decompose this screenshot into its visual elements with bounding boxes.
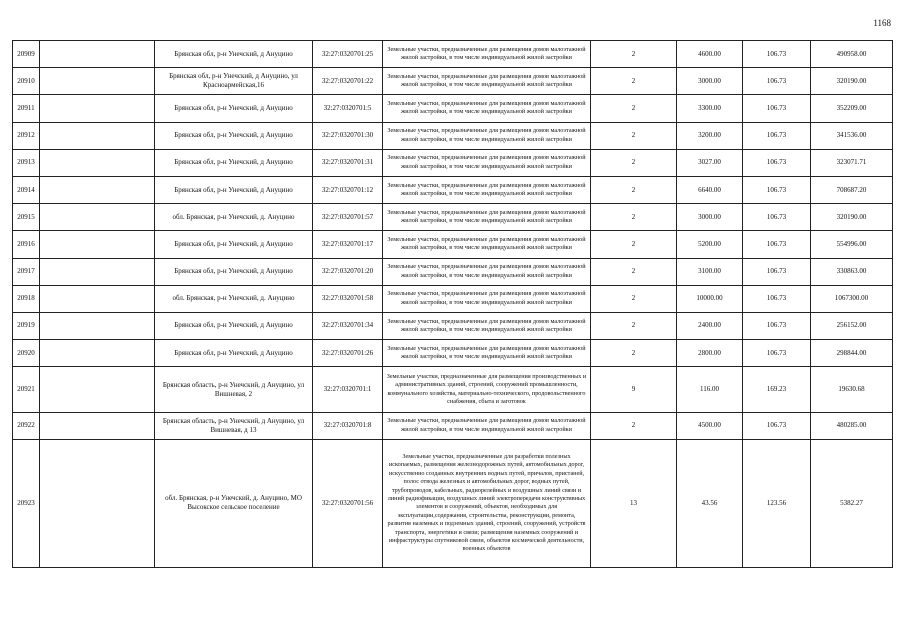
specific-value-cell: 106.73 xyxy=(743,95,811,122)
cadastral-value-cell: 323071.71 xyxy=(811,149,893,176)
cadastral-number-cell: 32:27:0320701:30 xyxy=(313,122,383,149)
specific-value-cell: 106.73 xyxy=(743,231,811,258)
group-cell: 2 xyxy=(591,149,677,176)
cadastral-value-cell: 320190.00 xyxy=(811,68,893,95)
row-number: 20911 xyxy=(13,95,40,122)
specific-value-cell: 169.23 xyxy=(743,367,811,413)
area-cell: 3000.00 xyxy=(677,204,743,231)
blank-cell xyxy=(40,149,155,176)
blank-cell xyxy=(40,68,155,95)
land-purpose-cell: Земельные участки, предназначенные для размещения домов малоэтажной жилой застройки, в том числе индивидуальной жилой застройки xyxy=(383,340,591,367)
specific-value-cell: 106.73 xyxy=(743,258,811,285)
cadastral-number-cell: 32:27:0320701:5 xyxy=(313,95,383,122)
land-purpose-cell: Земельные участки, предназначенные для размещения домов малоэтажной жилой застройки, в том числе индивидуальной жилой застройки xyxy=(383,312,591,339)
blank-cell xyxy=(40,367,155,413)
address-cell: Брянская область, р-н Унечский, д Ануцино, ул Вишневая, 2 xyxy=(155,367,313,413)
address-cell: Брянская обл, р-н Унечский, д Ануцино xyxy=(155,122,313,149)
cadastral-number-cell: 32:27:0320701:25 xyxy=(313,41,383,68)
blank-cell xyxy=(40,258,155,285)
land-purpose-cell: Земельные участки, предназначенные для размещения производственных и административных зданий, строений, сооружений промышленности, коммунального хозяйства, материально-технического, продовольственного снабжения, сбыта и заготовок xyxy=(383,367,591,413)
blank-cell xyxy=(40,439,155,567)
group-cell: 2 xyxy=(591,41,677,68)
land-registry-table xyxy=(12,40,893,568)
address-cell: обл. Брянская, р-н Унечский, д. Ануцино xyxy=(155,204,313,231)
group-cell: 2 xyxy=(591,312,677,339)
group-cell: 2 xyxy=(591,204,677,231)
cadastral-value-cell: 352209.00 xyxy=(811,95,893,122)
cadastral-value-cell: 320190.00 xyxy=(811,204,893,231)
specific-value-cell: 106.73 xyxy=(743,312,811,339)
row-number: 20920 xyxy=(13,340,40,367)
area-cell: 3300.00 xyxy=(677,95,743,122)
page-number: 1168 xyxy=(873,18,891,28)
specific-value-cell: 106.73 xyxy=(743,340,811,367)
address-cell: Брянская обл, р-н Унечский, д Ануцино xyxy=(155,149,313,176)
table-row xyxy=(13,231,893,258)
group-cell: 2 xyxy=(591,176,677,203)
specific-value-cell: 106.73 xyxy=(743,285,811,312)
row-number: 20916 xyxy=(13,231,40,258)
area-cell: 2400.00 xyxy=(677,312,743,339)
blank-cell xyxy=(40,95,155,122)
table-row xyxy=(13,95,893,122)
row-number: 20909 xyxy=(13,41,40,68)
table-row xyxy=(13,439,893,567)
group-cell: 2 xyxy=(591,340,677,367)
cadastral-number-cell: 32:27:0320701:20 xyxy=(313,258,383,285)
row-number: 20922 xyxy=(13,412,40,439)
area-cell: 116.00 xyxy=(677,367,743,413)
group-cell: 2 xyxy=(591,231,677,258)
row-number: 20918 xyxy=(13,285,40,312)
land-purpose-cell: Земельные участки, предназначенные для размещения домов малоэтажной жилой застройки, в том числе индивидуальной жилой застройки xyxy=(383,176,591,203)
row-number: 20917 xyxy=(13,258,40,285)
blank-cell xyxy=(40,285,155,312)
land-purpose-cell: Земельные участки, предназначенные для размещения домов малоэтажной жилой застройки, в том числе индивидуальной жилой застройки xyxy=(383,41,591,68)
cadastral-value-cell: 554996.00 xyxy=(811,231,893,258)
cadastral-number-cell: 32:27:0320701:22 xyxy=(313,68,383,95)
land-purpose-cell: Земельные участки, предназначенные для размещения домов малоэтажной жилой застройки, в том числе индивидуальной жилой застройки xyxy=(383,412,591,439)
address-cell: Брянская обл, р-н Унечский, д Ануцино, ул Красноармейская,16 xyxy=(155,68,313,95)
cadastral-value-cell: 256152.00 xyxy=(811,312,893,339)
area-cell: 4600.00 xyxy=(677,41,743,68)
area-cell: 3100.00 xyxy=(677,258,743,285)
land-purpose-cell: Земельные участки, предназначенные для размещения домов малоэтажной жилой застройки, в том числе индивидуальной жилой застройки xyxy=(383,122,591,149)
address-cell: обл. Брянская, р-н Унечский, д. Ануцино xyxy=(155,285,313,312)
group-cell: 9 xyxy=(591,367,677,413)
row-number: 20915 xyxy=(13,204,40,231)
specific-value-cell: 106.73 xyxy=(743,412,811,439)
land-purpose-cell: Земельные участки, предназначенные для размещения домов малоэтажной жилой застройки, в том числе индивидуальной жилой застройки xyxy=(383,231,591,258)
area-cell: 3027.00 xyxy=(677,149,743,176)
cadastral-number-cell: 32:27:0320701:58 xyxy=(313,285,383,312)
area-cell: 43.56 xyxy=(677,439,743,567)
group-cell: 2 xyxy=(591,258,677,285)
blank-cell xyxy=(40,312,155,339)
row-number: 20923 xyxy=(13,439,40,567)
blank-cell xyxy=(40,176,155,203)
area-cell: 10000.00 xyxy=(677,285,743,312)
area-cell: 3200.00 xyxy=(677,122,743,149)
row-number: 20914 xyxy=(13,176,40,203)
specific-value-cell: 106.73 xyxy=(743,122,811,149)
cadastral-number-cell: 32:27:0320701:34 xyxy=(313,312,383,339)
area-cell: 4500.00 xyxy=(677,412,743,439)
cadastral-value-cell: 708687.20 xyxy=(811,176,893,203)
specific-value-cell: 106.73 xyxy=(743,176,811,203)
blank-cell xyxy=(40,340,155,367)
table-row xyxy=(13,204,893,231)
land-purpose-cell: Земельные участки, предназначенные для размещения домов малоэтажной жилой застройки, в том числе индивидуальной жилой застройки xyxy=(383,258,591,285)
cadastral-number-cell: 32:27:0320701:26 xyxy=(313,340,383,367)
address-cell: Брянская обл, р-н Унечский, д Ануцино xyxy=(155,95,313,122)
specific-value-cell: 106.73 xyxy=(743,41,811,68)
table-row xyxy=(13,176,893,203)
area-cell: 3000.00 xyxy=(677,68,743,95)
land-purpose-cell: Земельные участки, предназначенные для размещения домов малоэтажной жилой застройки, в том числе индивидуальной жилой застройки xyxy=(383,95,591,122)
group-cell: 2 xyxy=(591,95,677,122)
table-row xyxy=(13,41,893,68)
land-purpose-cell: Земельные участки, предназначенные для размещения домов малоэтажной жилой застройки, в том числе индивидуальной жилой застройки xyxy=(383,68,591,95)
table-row xyxy=(13,340,893,367)
blank-cell xyxy=(40,231,155,258)
address-cell: Брянская обл, р-н Унечский, д Ануцино xyxy=(155,312,313,339)
address-cell: Брянская область, р-н Унечский, д Ануцино, ул Вишневая, д 13 xyxy=(155,412,313,439)
cadastral-value-cell: 5382.27 xyxy=(811,439,893,567)
table-row xyxy=(13,258,893,285)
table-row xyxy=(13,312,893,339)
row-number: 20919 xyxy=(13,312,40,339)
table-row xyxy=(13,149,893,176)
specific-value-cell: 106.73 xyxy=(743,149,811,176)
table-row xyxy=(13,285,893,312)
row-number: 20910 xyxy=(13,68,40,95)
cadastral-number-cell: 32:27:0320701:1 xyxy=(313,367,383,413)
address-cell: Брянская обл, р-н Унечский, д Ануцино xyxy=(155,231,313,258)
group-cell: 13 xyxy=(591,439,677,567)
specific-value-cell: 123.56 xyxy=(743,439,811,567)
land-purpose-cell: Земельные участки, предназначенные для разработки полезных ископаемых, размещения железнодорожных путей, автомобильных дорог, искусственно созданных внутренних водных путей, причалов, пристаней, полос отвода железных и автомобильных дорог, водных путей, трубопроводов, кабельных, радиорелейных и воздушных линий связи и линий радиофикации, воздушных линий электропередачи конструктивных элементов и сооружений, объектов, необходимых для эксплуатации,содержания, строительства, реконструкции, ремонта, развития наземных и подземных зданий, строений, сооружений, устройств транспорта, энергетики и связи; размещения наземных сооружений и инфраструктуры спутниковой связи, объектов космической деятельности, военных объектов xyxy=(383,439,591,567)
area-cell: 2800.00 xyxy=(677,340,743,367)
cadastral-number-cell: 32:27:0320701:56 xyxy=(313,439,383,567)
area-cell: 6640.00 xyxy=(677,176,743,203)
blank-cell xyxy=(40,204,155,231)
address-cell: обл. Брянская, р-н Унечский, д. Ануцино, МО Высокское сельское поселение xyxy=(155,439,313,567)
cadastral-number-cell: 32:27:0320701:31 xyxy=(313,149,383,176)
address-cell: Брянская обл, р-н Унечский, д Ануцино xyxy=(155,258,313,285)
cadastral-value-cell: 490958.00 xyxy=(811,41,893,68)
address-cell: Брянская обл, р-н Унечский, д Ануцино xyxy=(155,41,313,68)
cadastral-number-cell: 32:27:0320701:12 xyxy=(313,176,383,203)
table-row xyxy=(13,68,893,95)
group-cell: 2 xyxy=(591,68,677,95)
land-purpose-cell: Земельные участки, предназначенные для размещения домов малоэтажной жилой застройки, в том числе индивидуальной жилой застройки xyxy=(383,204,591,231)
cadastral-value-cell: 341536.00 xyxy=(811,122,893,149)
table-row xyxy=(13,122,893,149)
cadastral-value-cell: 330863.00 xyxy=(811,258,893,285)
land-purpose-cell: Земельные участки, предназначенные для размещения домов малоэтажной жилой застройки, в том числе индивидуальной жилой застройки xyxy=(383,149,591,176)
cadastral-number-cell: 32:27:0320701:57 xyxy=(313,204,383,231)
blank-cell xyxy=(40,122,155,149)
row-number: 20912 xyxy=(13,122,40,149)
cadastral-value-cell: 1067300.00 xyxy=(811,285,893,312)
address-cell: Брянская обл, р-н Унечский, д Ануцино xyxy=(155,340,313,367)
area-cell: 5200.00 xyxy=(677,231,743,258)
cadastral-number-cell: 32:27:0320701:8 xyxy=(313,412,383,439)
group-cell: 2 xyxy=(591,122,677,149)
group-cell: 2 xyxy=(591,412,677,439)
blank-cell xyxy=(40,41,155,68)
row-number: 20921 xyxy=(13,367,40,413)
blank-cell xyxy=(40,412,155,439)
table-row xyxy=(13,367,893,413)
cadastral-value-cell: 298844.00 xyxy=(811,340,893,367)
specific-value-cell: 106.73 xyxy=(743,204,811,231)
group-cell: 2 xyxy=(591,285,677,312)
specific-value-cell: 106.73 xyxy=(743,68,811,95)
row-number: 20913 xyxy=(13,149,40,176)
cadastral-value-cell: 480285.00 xyxy=(811,412,893,439)
cadastral-number-cell: 32:27:0320701:17 xyxy=(313,231,383,258)
land-purpose-cell: Земельные участки, предназначенные для размещения домов малоэтажной жилой застройки, в том числе индивидуальной жилой застройки xyxy=(383,285,591,312)
address-cell: Брянская обл, р-н Унечский, д Ануцино xyxy=(155,176,313,203)
table-row xyxy=(13,412,893,439)
cadastral-value-cell: 19630.68 xyxy=(811,367,893,413)
